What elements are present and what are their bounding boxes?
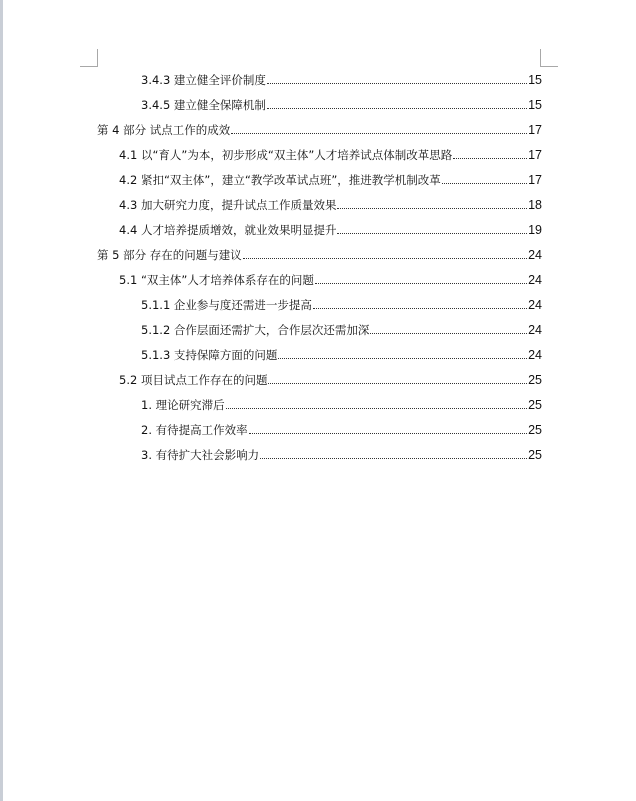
toc-entry-title: 5.1.2 合作层面还需扩大，合作层次还需加深	[141, 323, 370, 337]
toc-entry-title: 第 5 部分 存在的问题与建议	[97, 248, 242, 262]
toc-entry-4-1[interactable]	[119, 146, 542, 162]
toc-entry-item-2[interactable]	[141, 421, 542, 437]
toc-entry-page: 25	[528, 448, 542, 462]
toc-dot-leader	[243, 258, 527, 259]
toc-entry-page: 24	[528, 348, 542, 362]
toc-entry-3-4-5[interactable]	[141, 96, 542, 112]
toc-entry-4-3[interactable]	[119, 196, 542, 212]
toc-entry-title: 4.3 加大研究力度，提升试点工作质量效果	[119, 198, 337, 212]
toc-entry-title: 3.4.5 建立健全保障机制	[141, 98, 266, 112]
toc-entry-page: 24	[528, 248, 542, 262]
toc-dot-leader	[453, 158, 527, 159]
toc-entry-title: 5.1 “双主体”人才培养体系存在的问题	[119, 273, 314, 287]
toc-entry-title: 4.1 以“育人”为本，初步形成“双主体”人才培养试点体制改革思路	[119, 148, 453, 162]
toc-entry-5-2[interactable]	[119, 371, 542, 387]
toc-entry-page: 24	[528, 273, 542, 287]
toc-entry-title: 4.2 紧扣“双主体”，建立“教学改革试点班”，推进教学机制改革	[119, 173, 441, 187]
toc-dot-leader	[226, 408, 527, 409]
toc-dot-leader	[278, 358, 527, 359]
toc-entry-page: 17	[528, 123, 542, 137]
toc-entry-5-1-2[interactable]	[141, 321, 542, 337]
crop-mark-top-left	[80, 49, 98, 67]
toc-entry-page: 25	[528, 398, 542, 412]
toc-dot-leader	[370, 333, 527, 334]
toc-entry-page: 24	[528, 323, 542, 337]
window-left-edge	[0, 0, 3, 801]
toc-entry-page: 18	[528, 198, 542, 212]
toc-entry-title: 5.2 项目试点工作存在的问题	[119, 373, 268, 387]
toc-entry-title: 2. 有待提高工作效率	[141, 423, 248, 437]
toc-entry-4-2[interactable]	[119, 171, 542, 187]
toc-dot-leader	[337, 233, 527, 234]
toc-entry-title: 1. 理论研究滞后	[141, 398, 225, 412]
toc-entry-page: 25	[528, 373, 542, 387]
toc-entry-page: 19	[528, 223, 542, 237]
toc-dot-leader	[442, 183, 527, 184]
toc-entry-title: 4.4 人才培养提质增效，就业效果明显提升	[119, 223, 337, 237]
toc-entry-page: 24	[528, 298, 542, 312]
toc-entry-item-3[interactable]	[141, 446, 542, 462]
toc-dot-leader	[268, 383, 527, 384]
toc-entry-5-1-1[interactable]	[141, 296, 542, 312]
toc-entry-page: 25	[528, 423, 542, 437]
toc-dot-leader	[315, 283, 527, 284]
toc-entry-title: 5.1.3 支持保障方面的问题	[141, 348, 278, 362]
toc-entry-title: 第 4 部分 试点工作的成效	[97, 123, 231, 137]
toc-dot-leader	[231, 133, 527, 134]
toc-dot-leader	[337, 208, 527, 209]
toc-entry-page: 17	[528, 148, 542, 162]
toc-entry-5-1[interactable]	[119, 271, 542, 287]
toc-dot-leader	[313, 308, 527, 309]
toc-entry-title: 5.1.1 企业参与度还需进一步提高	[141, 298, 312, 312]
toc-entry-page: 15	[528, 73, 542, 87]
toc-entry-page: 15	[528, 98, 542, 112]
crop-mark-top-right	[540, 49, 558, 67]
toc-dot-leader	[267, 83, 527, 84]
toc-entry-item-1[interactable]	[141, 396, 542, 412]
toc-dot-leader	[249, 433, 527, 434]
toc-entry-5-1-3[interactable]	[141, 346, 542, 362]
toc-entry-title: 3.4.3 建立健全评价制度	[141, 73, 266, 87]
toc-entry-4-4[interactable]	[119, 221, 542, 237]
toc-entry-part-5[interactable]	[97, 246, 542, 262]
toc-dot-leader	[260, 458, 527, 459]
toc-dot-leader	[267, 108, 527, 109]
toc-entry-part-4[interactable]	[97, 121, 542, 137]
toc-entry-page: 17	[528, 173, 542, 187]
toc-entry-3-4-3[interactable]	[141, 71, 542, 87]
toc-entry-title: 3. 有待扩大社会影响力	[141, 448, 260, 462]
